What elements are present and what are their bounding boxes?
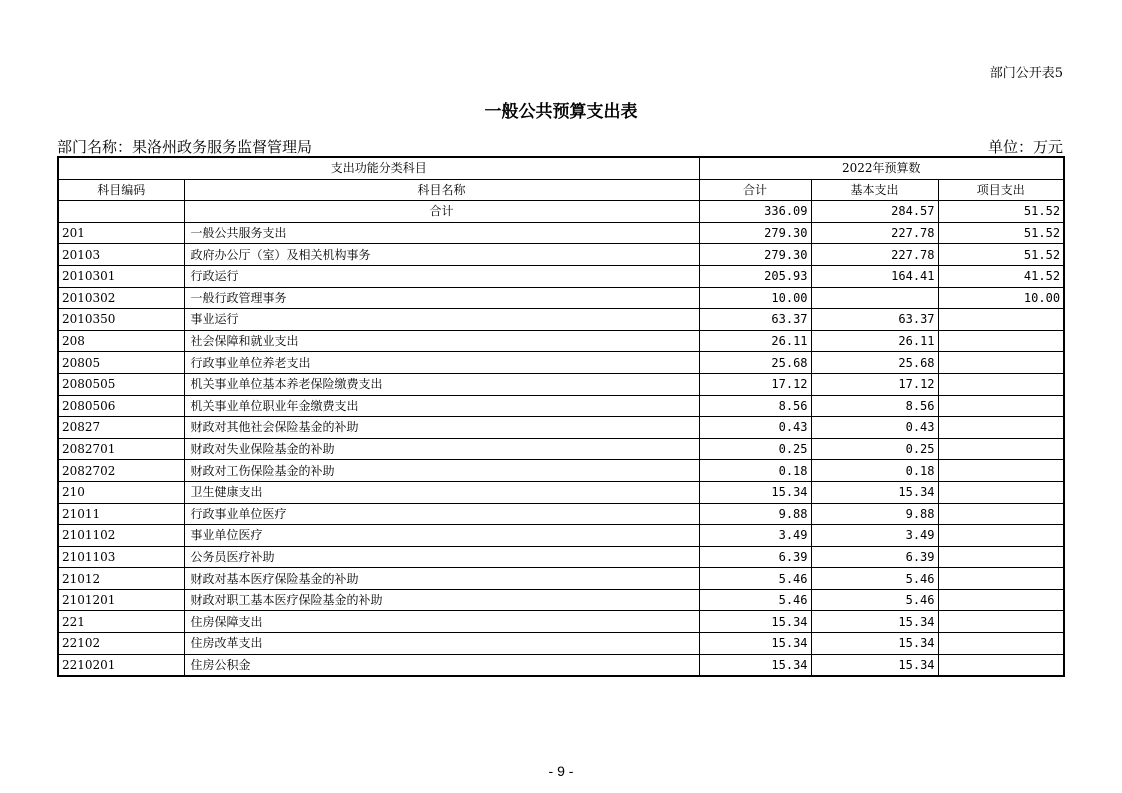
row-code: 2080506: [58, 395, 184, 417]
row-project: 51.52: [938, 222, 1064, 244]
row-name: 机关事业单位职业年金缴费支出: [184, 395, 699, 417]
row-project: [938, 568, 1064, 590]
row-basic: 8.56: [811, 395, 938, 417]
row-project: [938, 525, 1064, 547]
table-row: [58, 417, 1064, 439]
row-total: 10.00: [699, 287, 811, 309]
header-group-row: [58, 157, 1064, 179]
row-total: 63.37: [699, 309, 811, 331]
header-function-classification: 支出功能分类科目: [58, 157, 699, 179]
row-project: [938, 309, 1064, 331]
row-code: 2101201: [58, 589, 184, 611]
table-row: [58, 265, 1064, 287]
row-total: 0.18: [699, 460, 811, 482]
row-name: 住房公积金: [184, 654, 699, 676]
table-row: [58, 287, 1064, 309]
row-code: 2010302: [58, 287, 184, 309]
table-row: [58, 589, 1064, 611]
row-project: [938, 589, 1064, 611]
header-basic: 基本支出: [811, 179, 938, 201]
table-row: [58, 525, 1064, 547]
row-code: 2010350: [58, 309, 184, 331]
row-basic: 17.12: [811, 373, 938, 395]
row-name: 住房保障支出: [184, 611, 699, 633]
row-name: 财政对失业保险基金的补助: [184, 438, 699, 460]
row-total: 15.34: [699, 633, 811, 655]
row-project: 41.52: [938, 265, 1064, 287]
header-code: 科目编码: [58, 179, 184, 201]
table-row: [58, 481, 1064, 503]
row-name: 财政对职工基本医疗保险基金的补助: [184, 589, 699, 611]
row-project: [938, 546, 1064, 568]
row-name: 卫生健康支出: [184, 481, 699, 503]
row-project: [938, 352, 1064, 374]
row-basic: 227.78: [811, 244, 938, 266]
row-project: 10.00: [938, 287, 1064, 309]
row-basic: 63.37: [811, 309, 938, 331]
row-code: 2101102: [58, 525, 184, 547]
row-basic: 5.46: [811, 589, 938, 611]
row-total: 9.88: [699, 503, 811, 525]
row-basic: 0.18: [811, 460, 938, 482]
row-name: 一般公共服务支出: [184, 222, 699, 244]
row-total: 15.34: [699, 654, 811, 676]
row-name: 公务员医疗补助: [184, 546, 699, 568]
table-row: [58, 503, 1064, 525]
budget-table: [57, 156, 1065, 677]
row-name: 社会保障和就业支出: [184, 330, 699, 352]
row-total: 0.25: [699, 438, 811, 460]
row-project: [938, 330, 1064, 352]
row-project: [938, 654, 1064, 676]
row-project: [938, 460, 1064, 482]
unit-label: 单位：万元: [987, 138, 1063, 156]
row-basic: 5.46: [811, 568, 938, 590]
table-row: [58, 633, 1064, 655]
row-code: 210: [58, 481, 184, 503]
row-total: 25.68: [699, 352, 811, 374]
row-code: 20805: [58, 352, 184, 374]
row-project: [938, 503, 1064, 525]
row-total: 279.30: [699, 244, 811, 266]
row-project: [938, 395, 1064, 417]
row-total: 6.39: [699, 546, 811, 568]
row-basic: 15.34: [811, 654, 938, 676]
row-name: 财政对基本医疗保险基金的补助: [184, 568, 699, 590]
summary-label: 合计: [184, 201, 699, 223]
department-name: 部门名称：果洛州政务服务监督管理局: [57, 138, 313, 156]
row-code: 20103: [58, 244, 184, 266]
row-total: 3.49: [699, 525, 811, 547]
table-row: [58, 395, 1064, 417]
table-row: [58, 309, 1064, 331]
row-total: 8.56: [699, 395, 811, 417]
row-project: [938, 611, 1064, 633]
table-row: [58, 654, 1064, 676]
summary-code-cell: [58, 201, 184, 223]
table-row: [58, 352, 1064, 374]
table-row: [58, 244, 1064, 266]
table-row: [58, 438, 1064, 460]
table-row: [58, 373, 1064, 395]
row-total: 15.34: [699, 481, 811, 503]
row-basic: 164.41: [811, 265, 938, 287]
row-code: 2210201: [58, 654, 184, 676]
header-column-row: [58, 179, 1064, 201]
row-project: 51.52: [938, 244, 1064, 266]
header-budget-year: 2022年预算数: [699, 157, 1064, 179]
row-basic: 0.25: [811, 438, 938, 460]
row-total: 26.11: [699, 330, 811, 352]
row-basic: 15.34: [811, 611, 938, 633]
row-code: 21012: [58, 568, 184, 590]
row-basic: 15.34: [811, 633, 938, 655]
table-row: [58, 611, 1064, 633]
row-code: 22102: [58, 633, 184, 655]
row-code: 221: [58, 611, 184, 633]
row-name: 财政对其他社会保险基金的补助: [184, 417, 699, 439]
row-name: 行政事业单位医疗: [184, 503, 699, 525]
row-code: 2082701: [58, 438, 184, 460]
row-project: [938, 417, 1064, 439]
row-name: 行政运行: [184, 265, 699, 287]
page-number: - 9 -: [548, 763, 574, 779]
row-code: 2082702: [58, 460, 184, 482]
row-code: 2010301: [58, 265, 184, 287]
row-name: 政府办公厅（室）及相关机构事务: [184, 244, 699, 266]
row-basic: 227.78: [811, 222, 938, 244]
row-code: 21011: [58, 503, 184, 525]
header-project: 项目支出: [938, 179, 1064, 201]
row-code: 20827: [58, 417, 184, 439]
row-name: 住房改革支出: [184, 633, 699, 655]
summary-total: 336.09: [699, 201, 811, 223]
row-code: 2101103: [58, 546, 184, 568]
row-total: 17.12: [699, 373, 811, 395]
form-number: 部门公开表5: [989, 66, 1063, 81]
summary-row: [58, 201, 1064, 223]
row-name: 一般行政管理事务: [184, 287, 699, 309]
row-total: 5.46: [699, 589, 811, 611]
row-basic: 25.68: [811, 352, 938, 374]
row-basic: 15.34: [811, 481, 938, 503]
header-name: 科目名称: [184, 179, 699, 201]
row-name: 事业运行: [184, 309, 699, 331]
table-row: [58, 568, 1064, 590]
row-code: 2080505: [58, 373, 184, 395]
header-total: 合计: [699, 179, 811, 201]
row-basic: 9.88: [811, 503, 938, 525]
row-total: 5.46: [699, 568, 811, 590]
summary-basic: 284.57: [811, 201, 938, 223]
row-project: [938, 438, 1064, 460]
table-row: [58, 546, 1064, 568]
row-basic: 26.11: [811, 330, 938, 352]
row-project: [938, 633, 1064, 655]
row-total: 279.30: [699, 222, 811, 244]
row-name: 机关事业单位基本养老保险缴费支出: [184, 373, 699, 395]
row-total: 0.43: [699, 417, 811, 439]
table-row: [58, 330, 1064, 352]
table-row: [58, 222, 1064, 244]
row-code: 208: [58, 330, 184, 352]
row-basic: 3.49: [811, 525, 938, 547]
row-basic: 0.43: [811, 417, 938, 439]
row-basic: [811, 287, 938, 309]
row-project: [938, 481, 1064, 503]
table-row: [58, 460, 1064, 482]
row-total: 15.34: [699, 611, 811, 633]
row-basic: 6.39: [811, 546, 938, 568]
row-project: [938, 373, 1064, 395]
row-total: 205.93: [699, 265, 811, 287]
row-name: 事业单位医疗: [184, 525, 699, 547]
row-name: 行政事业单位养老支出: [184, 352, 699, 374]
row-name: 财政对工伤保险基金的补助: [184, 460, 699, 482]
summary-project: 51.52: [938, 201, 1064, 223]
page-title: 一般公共预算支出表: [484, 102, 638, 122]
row-code: 201: [58, 222, 184, 244]
